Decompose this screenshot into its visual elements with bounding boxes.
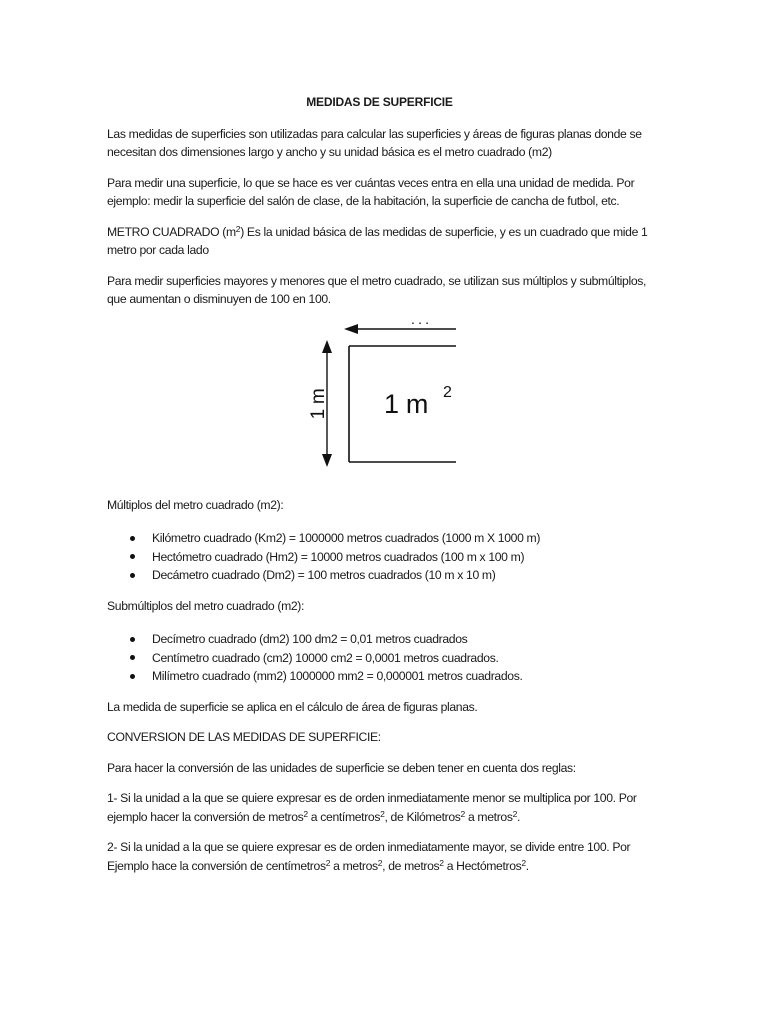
rule-two-text: a Hectómetros <box>443 858 522 873</box>
multiples-intro-paragraph: Para medir superficies mayores y menores que el metro cuadrado, se utilizan sus múltiplos y submúltiplos, que aumentan o disminuyen de 100 en 100. <box>107 273 647 306</box>
rule-one-text: a centímetros <box>307 809 381 824</box>
area-label: 1 m <box>384 388 428 419</box>
list-item: Decámetro cuadrado (Dm2) = 100 metros cuadrados (10 m x 10 m) <box>152 566 652 585</box>
top-dots: . . . <box>411 318 429 327</box>
submultiples-heading: Submúltiplos del metro cuadrado (m2): <box>107 598 305 613</box>
list-item: Milímetro cuadrado (mm2) 1000000 mm2 = 0,000001 metros cuadrados. <box>152 667 652 686</box>
conversion-intro-paragraph: Para hacer la conversión de las unidades de superficie se deben tener en cuenta dos reglas: <box>107 760 576 775</box>
rule-two-text: , de metros <box>382 858 440 873</box>
vertical-arrow-head-down <box>322 454 332 467</box>
area-label-sup: 2 <box>443 383 452 401</box>
intro-paragraph: Las medidas de superficies son utilizadas para calcular las superficies y áreas de figuras planas donde se necesitan dos dimensiones largo y ancho y su unidad básica es el metro cuadrado (m2) <box>107 126 642 159</box>
rule-one-text: , de Kilómetros <box>384 809 461 824</box>
rule-one-text: a metros <box>464 809 513 824</box>
list-item: Centímetro cuadrado (cm2) 10000 cm2 = 0,0001 metros cuadrados. <box>152 649 652 668</box>
rule-one-paragraph <box>107 789 652 826</box>
square-meter-prefix: METRO CUADRADO (m <box>107 224 236 239</box>
list-item: Hectómetro cuadrado (Hm2) = 10000 metros cuadrados (100 m x 100 m) <box>152 548 652 567</box>
rule-two-sup: 2 <box>325 857 331 868</box>
conversion-heading: CONVERSION DE LAS MEDIDAS DE SUPERFICIE: <box>107 730 381 744</box>
side-length-label: 1 m <box>308 388 329 419</box>
rule-two-text: . <box>525 858 529 873</box>
rule-two-sup: 2 <box>521 857 526 868</box>
rule-one-sup: 2 <box>303 808 308 819</box>
square-meter-paragraph <box>107 223 652 260</box>
square-meter-diagram <box>107 319 652 481</box>
rule-two-paragraph <box>107 838 652 875</box>
list-item: Kilómetro cuadrado (Km2) = 1000000 metros cuadrados (1000 m X 1000 m) <box>152 529 652 548</box>
submultiples-list <box>107 630 652 686</box>
multiples-list <box>107 529 652 585</box>
square-meter-sup: 2 <box>235 223 241 234</box>
document-body <box>107 93 652 887</box>
rule-two-text: a metros <box>330 858 378 873</box>
rule-one-sup: 2 <box>512 808 517 819</box>
multiples-heading: Múltiplos del metro cuadrado (m2): <box>107 497 284 512</box>
vertical-arrow-head-up <box>322 340 332 353</box>
rule-two-sup: 2 <box>377 857 383 868</box>
page-title: MEDIDAS DE SUPERFICIE <box>306 95 453 109</box>
rule-one-sup: 2 <box>460 808 465 819</box>
rule-two-sup: 2 <box>439 857 444 868</box>
square-meter-figure <box>304 319 474 481</box>
list-item: Decímetro cuadrado (dm2) 100 dm2 = 0,01 metros cuadrados <box>152 630 652 649</box>
measure-paragraph: Para medir una superficie, lo que se hace es ver cuántas veces entra en ella una unidad de medida. Por ejemplo: medir la superficie del salón de clase, de la habitación, la superficie de cancha de futbol, etc. <box>107 175 635 208</box>
rule-one-text: 1- Si la unidad a la que se quiere expresar es de orden inmediatamente menor se multiplica por 100. Por ejemplo hacer la conversión de metros <box>107 791 637 824</box>
application-paragraph: La medida de superficie se aplica en el cálculo de área de figuras planas. <box>107 699 478 714</box>
rule-two-text: 2- Si la unidad a la que se quiere expresar es de orden inmediatamente mayor, se divide entre 100. Por Ejemplo hace la conversión de centímetros <box>107 840 631 873</box>
rule-one-sup: 2 <box>380 808 385 819</box>
top-arrow-head <box>344 324 358 334</box>
square-meter-suffix: ) Es la unidad básica de las medidas de superficie, y es un cuadrado que mide 1 metro por cada lado <box>107 224 648 257</box>
rule-one-text: . <box>516 809 521 824</box>
